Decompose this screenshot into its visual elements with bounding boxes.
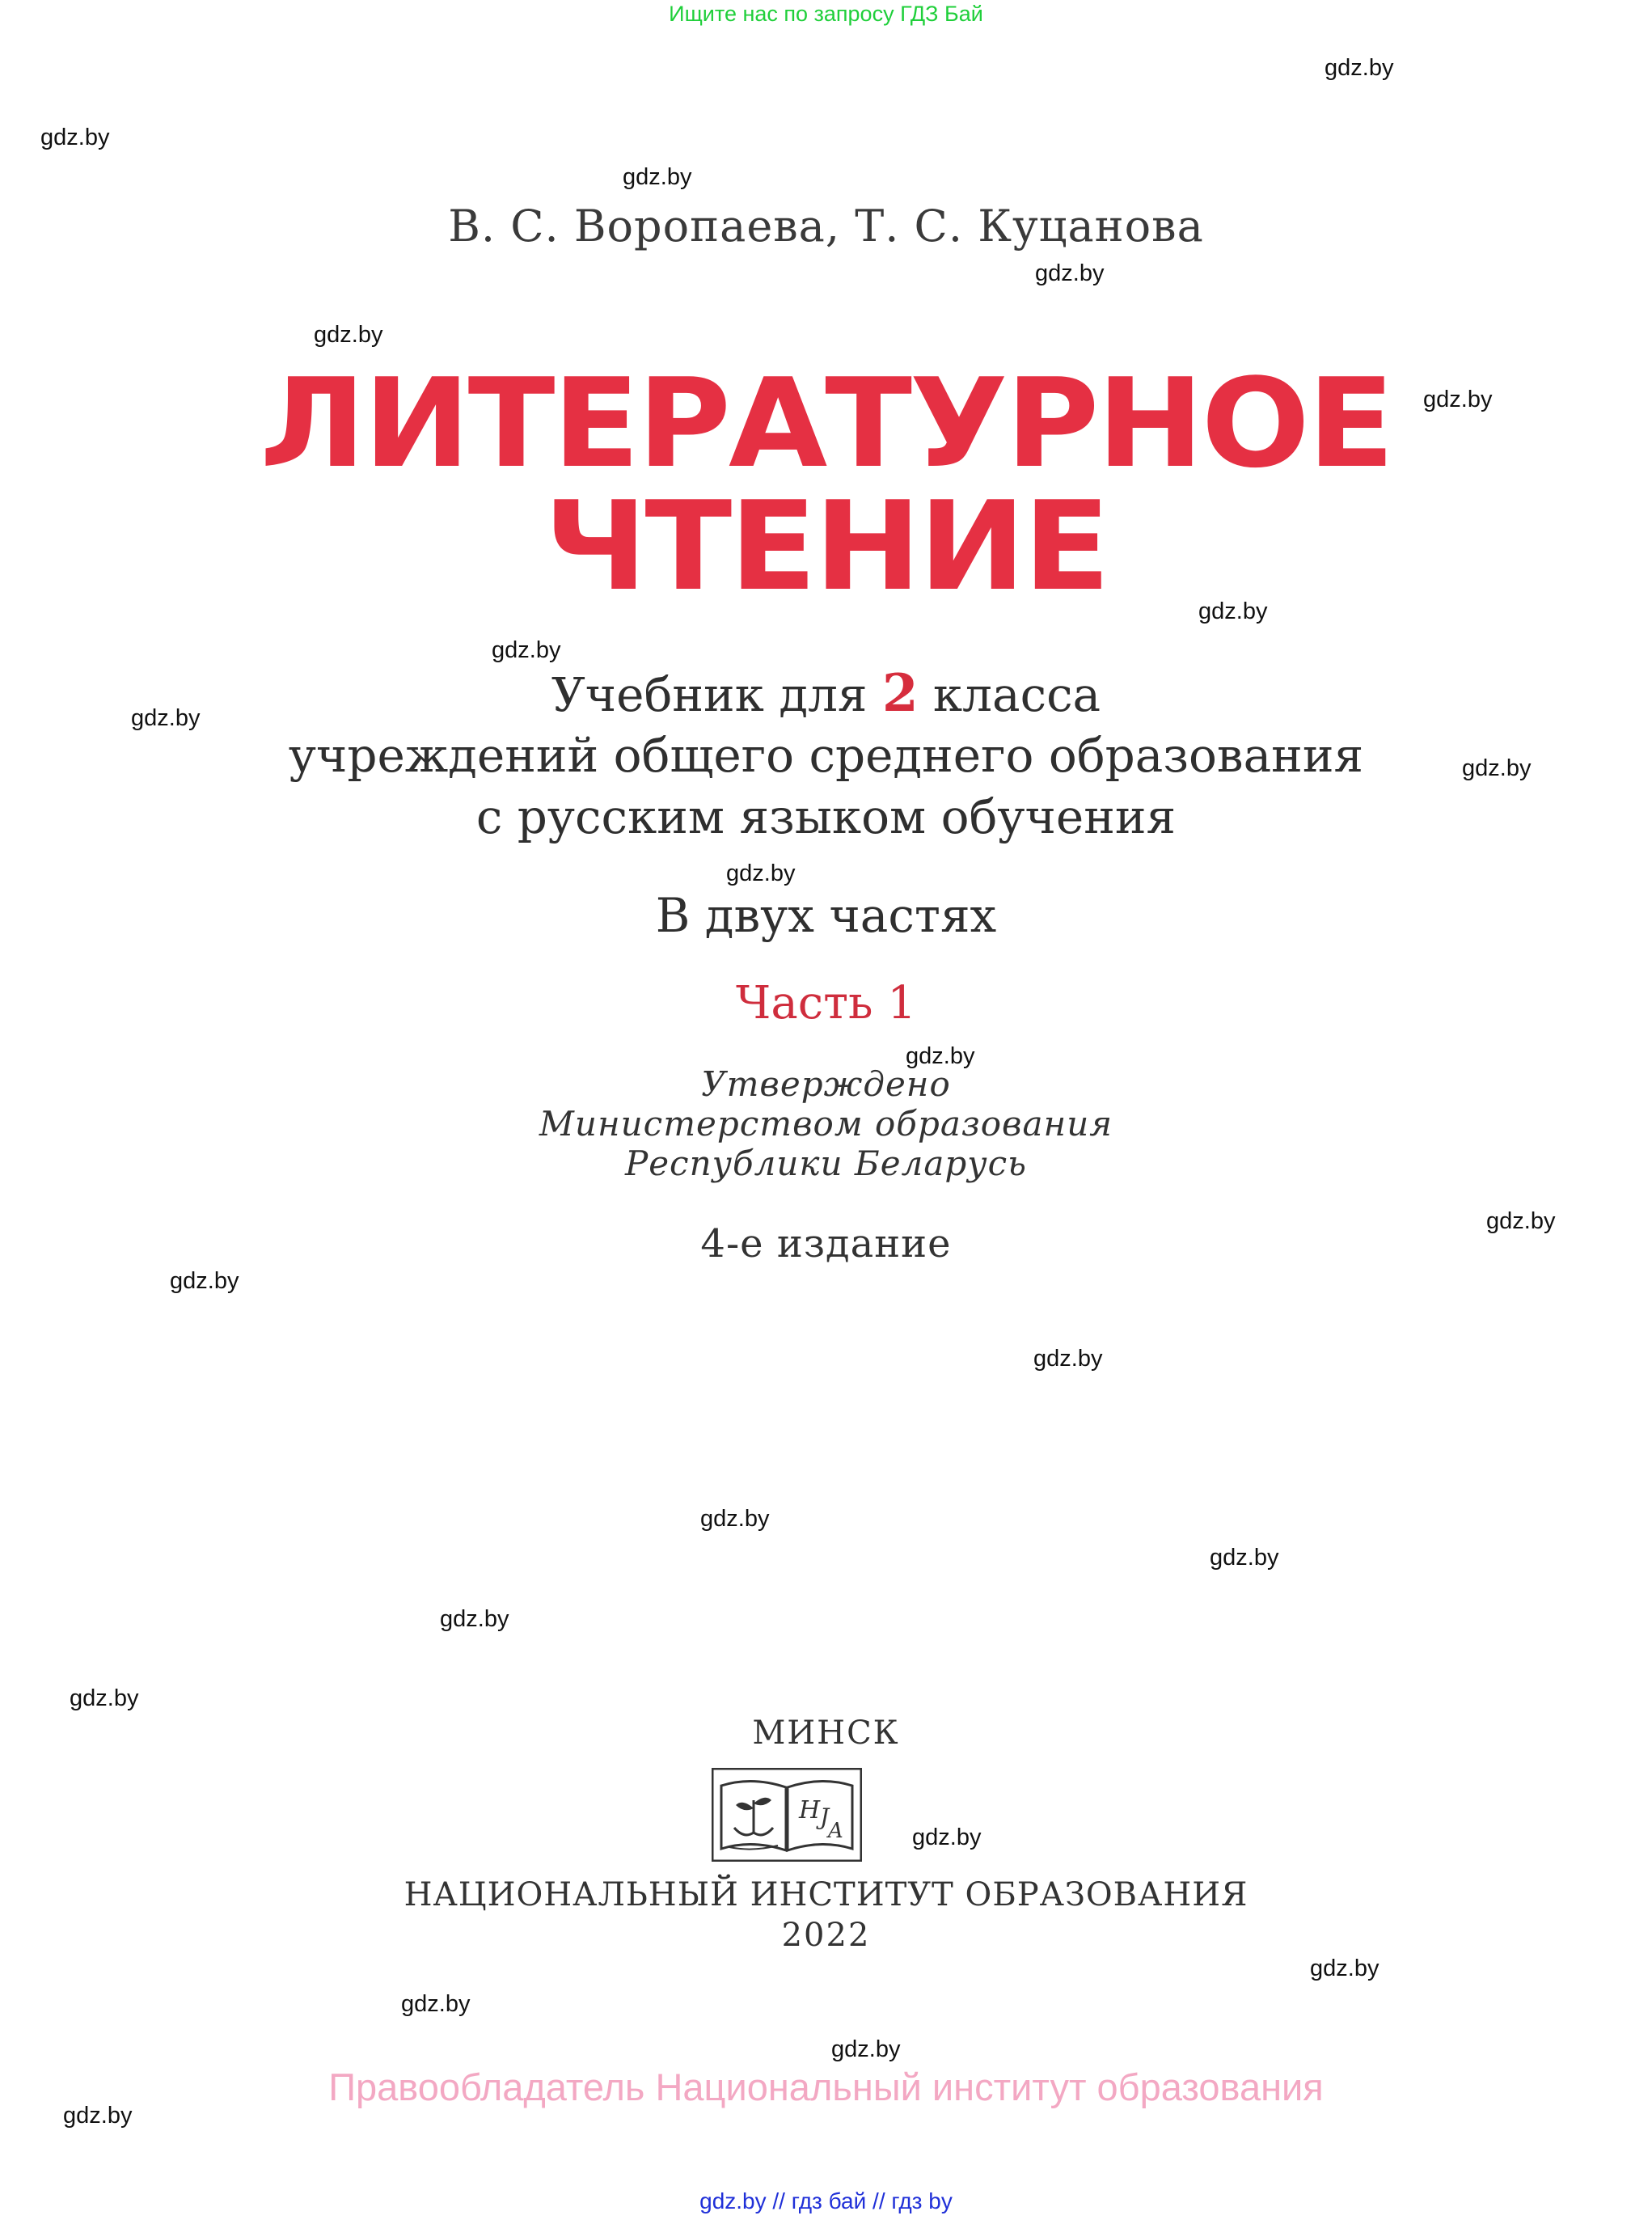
watermark: gdz.by [131, 705, 201, 731]
approval-note [0, 1064, 1652, 1183]
subtitle-line-2: учреждений общего среднего образования [288, 728, 1364, 783]
book-authors: В. С. Воропаева, Т. С. Куцанова [448, 201, 1204, 252]
watermark: gdz.by [1423, 387, 1493, 412]
watermark: gdz.by [906, 1043, 975, 1069]
watermark: gdz.by [1198, 598, 1268, 624]
watermark: gdz.by [1486, 1208, 1556, 1234]
watermark: gdz.by [1033, 1346, 1103, 1372]
publisher-logo-icon [712, 1768, 862, 1862]
watermark: gdz.by [1462, 755, 1532, 781]
subtitle-text-after: класса [918, 667, 1101, 722]
watermark: gdz.by [170, 1268, 239, 1294]
watermark: gdz.by [1325, 55, 1394, 81]
publication-year: 2022 [781, 1917, 871, 1954]
part-number: Часть 1 [736, 977, 916, 1030]
svg-text:A: A [828, 1819, 843, 1843]
publisher-name: НАЦИОНАЛЬНЫЙ ИНСТИТУТ ОБРАЗОВАНИЯ [403, 1876, 1249, 1913]
watermark: gdz.by [831, 2036, 901, 2062]
watermark: gdz.by [912, 1824, 982, 1850]
watermark: gdz.by [401, 1991, 471, 2017]
approval-line-1: Утверждено [701, 1064, 951, 1104]
subtitle-text-before: Учебник для [551, 667, 882, 722]
search-hint-link[interactable]: Ищите нас по запросу ГДЗ Бай [669, 2, 983, 26]
watermark: gdz.by [700, 1506, 770, 1532]
watermark: gdz.by [40, 125, 110, 150]
watermark: gdz.by [1035, 260, 1105, 286]
book-title-line-1: ЛИТЕРАТУРНОЕ [260, 352, 1392, 495]
grade-number: 2 [881, 663, 919, 724]
watermark: gdz.by [623, 164, 692, 190]
watermark: gdz.by [314, 322, 383, 348]
approval-line-3: Республики Беларусь [624, 1144, 1028, 1183]
subtitle-line-1 [0, 663, 1652, 725]
watermark: gdz.by [440, 1606, 509, 1632]
footer-links[interactable]: gdz.by // гдз бай // гдз by [699, 2188, 953, 2213]
watermark: gdz.by [492, 637, 561, 663]
watermark: gdz.by [1210, 1545, 1279, 1571]
watermark: gdz.by [726, 860, 796, 886]
subtitle-line-3: с русским языком обучения [475, 789, 1177, 844]
book-title-line-2: ЧТЕНИЕ [543, 475, 1109, 618]
edition-label: 4-е издание [700, 1221, 952, 1266]
svg-text:H: H [799, 1796, 821, 1824]
subtitle-parts: В двух частях [655, 888, 997, 943]
svg-text:J: J [820, 1803, 830, 1830]
copyright-notice: Правообладатель Национальный институт образования [328, 2065, 1324, 2108]
watermark: gdz.by [1310, 1956, 1379, 1981]
watermark: gdz.by [70, 1685, 139, 1711]
publication-city: МИНСК [752, 1715, 900, 1752]
watermark: gdz.by [63, 2103, 133, 2129]
approval-line-2: Министерством образования [539, 1104, 1113, 1144]
